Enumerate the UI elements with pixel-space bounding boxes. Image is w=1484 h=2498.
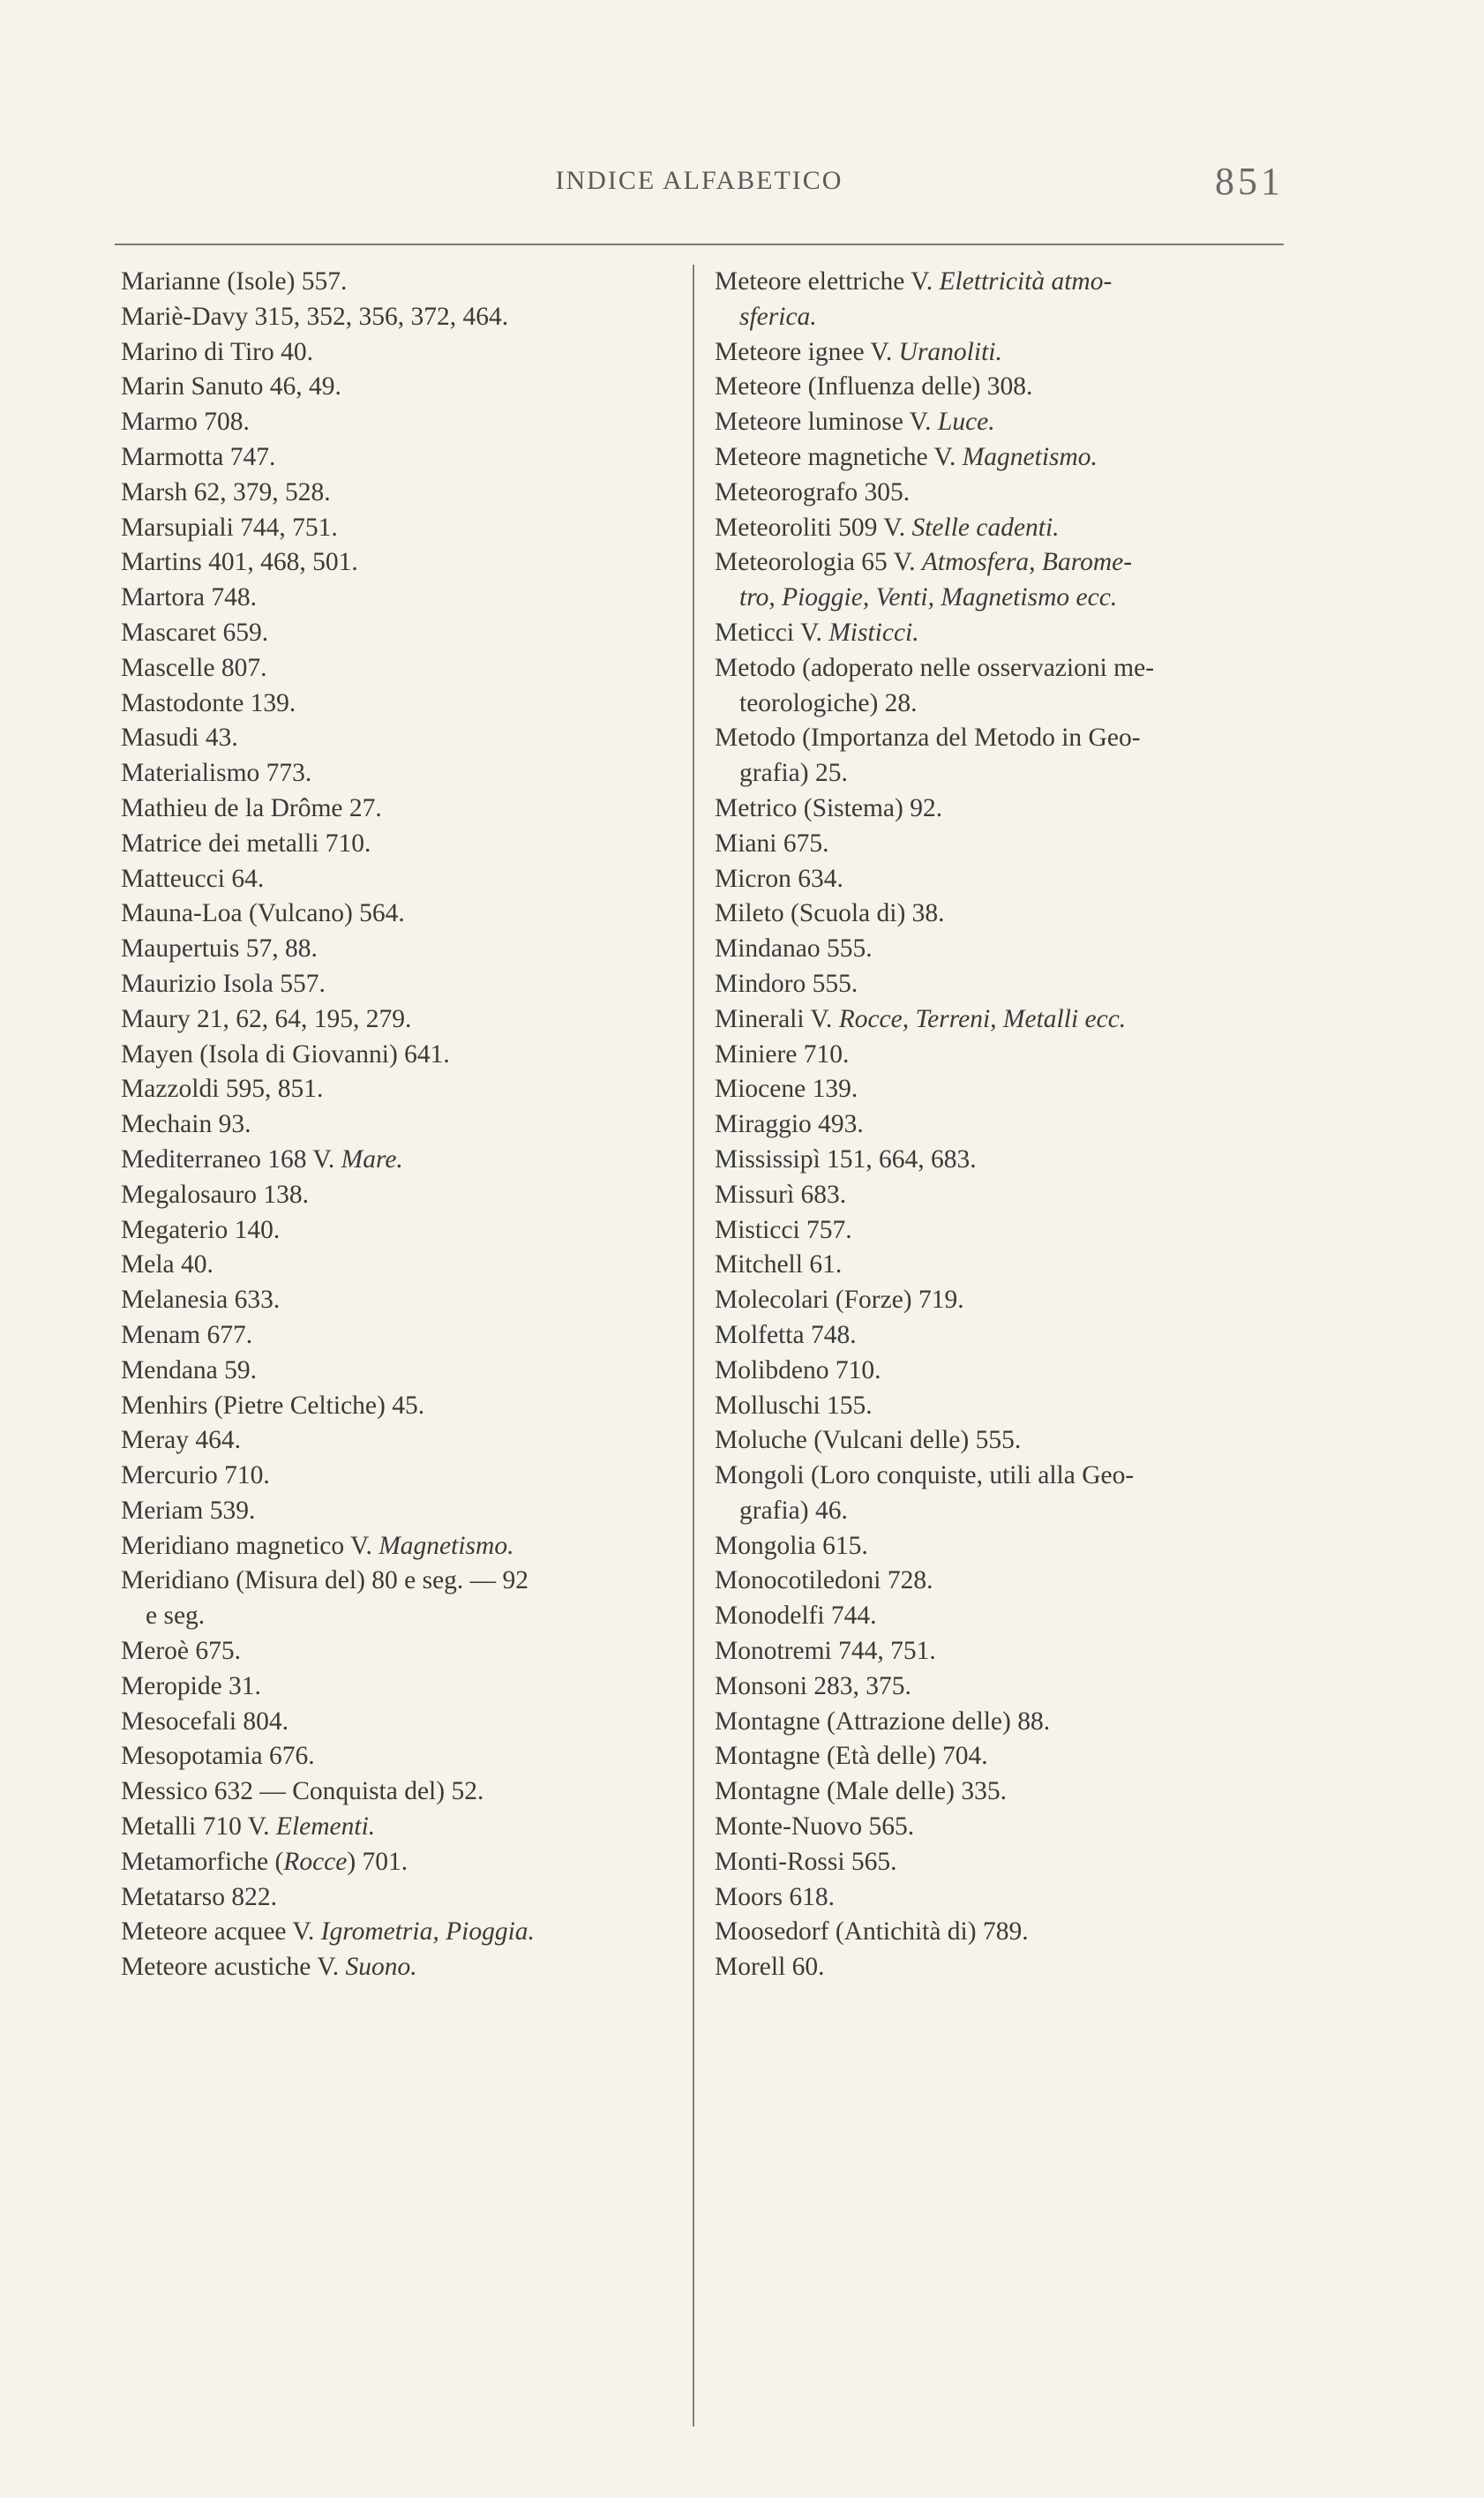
index-entry [715, 967, 1297, 1002]
index-entry [121, 1774, 677, 1810]
entry-reference: Elettricità atmo- [939, 267, 1113, 296]
entry-text: Mauna-Loa (Vulcano) 564. [121, 899, 405, 928]
entry-text: Meteorografo 305. [715, 477, 911, 506]
entry-text: Marmo 708. [121, 408, 250, 437]
entry-text: Meteore ignee V. [715, 337, 899, 366]
index-entry [715, 1739, 1297, 1774]
entry-text: Mongoli (Loro conquiste, utili alla Geo- [715, 1461, 1135, 1490]
index-entry [715, 791, 1297, 827]
index-entry [121, 370, 677, 405]
index-entry [121, 827, 677, 862]
entry-text: Moosedorf (Antichità di) 789. [715, 1917, 1029, 1947]
index-entry [121, 791, 677, 827]
index-entry [715, 896, 1297, 932]
index-entry [121, 1810, 677, 1845]
index-entry [121, 1354, 677, 1389]
index-entry [121, 511, 677, 546]
entry-text: Miniere 710. [715, 1039, 850, 1069]
index-entry [121, 1248, 677, 1283]
index-column-right [715, 265, 1297, 1985]
entry-text: Miocene 139. [715, 1075, 858, 1104]
index-entry [715, 1213, 1297, 1249]
index-entry [715, 1529, 1297, 1564]
entry-continuation: tro, Pioggie, Venti, Magnetismo ecc. [739, 583, 1118, 612]
entry-text: Meticci V. [715, 618, 829, 647]
entry-text: Mechain 93. [121, 1110, 251, 1139]
index-entry [121, 862, 677, 897]
index-entry [715, 1107, 1297, 1143]
index-entry [121, 1072, 677, 1107]
entry-reference: Elementi. [275, 1812, 376, 1842]
entry-text: Meroè 675. [121, 1637, 241, 1666]
index-entry [121, 932, 677, 967]
entry-text: Marsupiali 744, 751. [121, 513, 338, 542]
index-entry [715, 862, 1297, 897]
index-entry [121, 1950, 677, 1985]
header-rule [115, 244, 1284, 245]
index-entry [121, 1705, 677, 1740]
index-entry [715, 1248, 1297, 1283]
entry-reference: Mare. [341, 1144, 403, 1174]
index-entry [715, 827, 1297, 862]
entry-text: Mascaret 659. [121, 618, 269, 647]
entry-text: Meteore (Influenza delle) 308. [715, 372, 1033, 401]
entry-text: Monsoni 283, 375. [715, 1671, 911, 1700]
index-entry [715, 651, 1297, 722]
entry-reference: Misticci. [828, 618, 919, 647]
index-entry [121, 1669, 677, 1705]
entry-text: Meteore acquee V. [121, 1917, 321, 1947]
index-entry [715, 1845, 1297, 1880]
entry-text: Morell 60. [715, 1953, 825, 1982]
entry-text: Martins 401, 468, 501. [121, 548, 358, 577]
index-entry [715, 616, 1297, 651]
entry-text: Meteore magnetiche V. [715, 442, 963, 471]
entry-text: Mazzoldi 595, 851. [121, 1075, 324, 1104]
index-entry [715, 1564, 1297, 1599]
entry-text: Melanesia 633. [121, 1286, 281, 1315]
entry-text: Micron 634. [715, 864, 843, 893]
index-entry [121, 616, 677, 651]
entry-text: Marsh 62, 379, 528. [121, 477, 331, 506]
entry-text: Metrico (Sistema) 92. [715, 793, 943, 822]
entry-text: Monti-Rossi 565. [715, 1847, 897, 1876]
index-entry [715, 1634, 1297, 1669]
index-entry [121, 1494, 677, 1529]
index-entry [121, 1880, 677, 1916]
index-column-left [121, 265, 677, 1985]
index-entry [715, 932, 1297, 967]
entry-text: Metodo (adoperato nelle osservazioni me- [715, 653, 1155, 682]
index-entry [715, 335, 1297, 371]
entry-text: Metatarso 822. [121, 1882, 277, 1911]
index-entry [715, 1705, 1297, 1740]
entry-text: Mindanao 555. [715, 934, 873, 964]
entry-text: Mediterraneo 168 V. [121, 1144, 341, 1174]
entry-text: Meteore luminose V. [715, 408, 938, 437]
index-entry [121, 440, 677, 476]
index-entry [121, 1389, 677, 1424]
entry-continuation: sferica. [739, 302, 817, 331]
index-entry [715, 1915, 1297, 1950]
column-divider [693, 265, 694, 2427]
entry-text: Mesocefali 804. [121, 1707, 289, 1736]
entry-text: Molecolari (Forze) 719. [715, 1286, 964, 1315]
entry-text: Maupertuis 57, 88. [121, 934, 318, 964]
entry-text: Marin Sanuto 46, 49. [121, 372, 341, 401]
entry-text: Meridiano (Misura del) 80 e seg. — 92 [121, 1566, 529, 1595]
entry-text: Meteorologia 65 V. [715, 548, 922, 577]
entry-text: Materialismo 773. [121, 759, 312, 788]
index-entry [715, 1950, 1297, 1985]
entry-text: Mariè-Davy 315, 352, 356, 372, 464. [121, 302, 509, 331]
entry-reference: Stelle cadenti. [911, 513, 1060, 542]
index-entry [121, 756, 677, 791]
entry-text: Mastodonte 139. [121, 688, 296, 717]
index-entry [121, 1845, 677, 1880]
entry-text: Molibdeno 710. [715, 1355, 881, 1384]
entry-text: Maury 21, 62, 64, 195, 279. [121, 1004, 412, 1033]
entry-text: Molluschi 155. [715, 1391, 873, 1420]
index-entry [121, 1459, 677, 1494]
index-entry [121, 1739, 677, 1774]
index-entry [121, 651, 677, 686]
entry-text: Monocotiledoni 728. [715, 1566, 933, 1595]
entry-reference: Magnetismo. [962, 442, 1098, 471]
index-entry [715, 1389, 1297, 1424]
entry-reference: Rocce [283, 1847, 348, 1876]
entry-text: Mitchell 61. [715, 1250, 843, 1279]
index-entry [121, 1178, 677, 1213]
entry-text: Matteucci 64. [121, 864, 265, 893]
index-entry [715, 721, 1297, 791]
index-entry [715, 1423, 1297, 1459]
entry-text: Martora 748. [121, 583, 258, 612]
entry-reference: Rocce, Terreni, Metalli ecc. [838, 1004, 1127, 1033]
entry-text: Megalosauro 138. [121, 1180, 310, 1209]
index-entry [121, 896, 677, 932]
index-entry [715, 1459, 1297, 1529]
entry-text: Meridiano magnetico V. [121, 1531, 379, 1560]
index-entry [121, 476, 677, 511]
index-entry [121, 721, 677, 756]
entry-text: Menhirs (Pietre Celtiche) 45. [121, 1391, 425, 1420]
index-entry [121, 335, 677, 371]
entry-reference: Magnetismo. [378, 1531, 514, 1560]
entry-text: Montagne (Male delle) 335. [715, 1777, 1007, 1806]
index-entry [121, 265, 677, 300]
index-entry [715, 545, 1297, 616]
index-entry [715, 1354, 1297, 1389]
entry-text: Meropide 31. [121, 1671, 261, 1700]
entry-text: Monotremi 744, 751. [715, 1637, 936, 1666]
entry-text: Misticci 757. [715, 1215, 852, 1244]
entry-text: Moluche (Vulcani delle) 555. [715, 1426, 1022, 1455]
index-entry [715, 1072, 1297, 1107]
entry-text: Mesopotamia 676. [121, 1742, 315, 1771]
index-entry [715, 511, 1297, 546]
entry-text: Meteoroliti 509 V. [715, 513, 912, 542]
entry-text: Mayen (Isola di Giovanni) 641. [121, 1039, 450, 1069]
entry-text: Maurizio Isola 557. [121, 969, 326, 998]
entry-text: Metamorfiche ( [121, 1847, 284, 1876]
entry-reference: Suono. [345, 1953, 417, 1982]
index-entry [715, 476, 1297, 511]
entry-text: Marmotta 747. [121, 442, 276, 471]
index-entry [715, 1178, 1297, 1213]
entry-text: Marino di Tiro 40. [121, 337, 314, 366]
entry-text: Meteore acustiche V. [121, 1953, 346, 1982]
entry-reference: Uranoliti. [898, 337, 1002, 366]
entry-text: Mongolia 615. [715, 1531, 868, 1560]
index-entry [121, 1529, 677, 1564]
entry-text: Montagne (Età delle) 704. [715, 1742, 988, 1771]
entry-text: Marianne (Isole) 557. [121, 267, 348, 296]
index-entry [715, 1318, 1297, 1354]
entry-text: Meriam 539. [121, 1496, 256, 1525]
index-entry [121, 1107, 677, 1143]
entry-text: Miraggio 493. [715, 1110, 864, 1139]
entry-continuation: grafia) 25. [739, 759, 848, 788]
entry-text: Minerali V. [715, 1004, 839, 1033]
entry-text: Monodelfi 744. [715, 1602, 877, 1631]
entry-continuation: e seg. [146, 1602, 206, 1631]
index-entry [121, 581, 677, 616]
index-entry [715, 1002, 1297, 1038]
entry-text: Missurì 683. [715, 1180, 847, 1209]
index-entry [121, 1038, 677, 1073]
index-entry [121, 1564, 677, 1634]
entry-text: Mindoro 555. [715, 969, 858, 998]
index-entry [715, 1038, 1297, 1073]
entry-text: Miani 675. [715, 829, 829, 858]
entry-text: Mississipì 151, 664, 683. [715, 1144, 977, 1174]
index-entry [121, 1423, 677, 1459]
entry-continuation: teorologiche) 28. [739, 688, 918, 717]
index-entry [121, 1143, 677, 1178]
running-title: INDICE ALFABETICO [555, 166, 843, 195]
entry-text: Mathieu de la Drôme 27. [121, 793, 382, 822]
index-entry [715, 405, 1297, 440]
index-entry [121, 300, 677, 335]
index-entry [121, 1318, 677, 1354]
index-entry [121, 1915, 677, 1950]
entry-text: Messico 632 — Conquista del) 52. [121, 1777, 484, 1806]
entry-text: Metalli 710 V. [121, 1812, 276, 1842]
entry-text: Monte-Nuovo 565. [715, 1812, 915, 1842]
index-entry [715, 1599, 1297, 1634]
entry-reference: Atmosfera, Barome- [921, 548, 1133, 577]
page-header [115, 159, 1284, 208]
entry-reference: Luce. [937, 408, 995, 437]
entry-text: Megaterio 140. [121, 1215, 281, 1244]
entry-text: Meteore elettriche V. [715, 267, 940, 296]
index-entry [715, 265, 1297, 335]
entry-text: Matrice dei metalli 710. [121, 829, 371, 858]
entry-text: Meray 464. [121, 1426, 241, 1455]
index-entry [715, 1669, 1297, 1705]
index-entry [121, 1213, 677, 1249]
index-entry [121, 405, 677, 440]
index-entry [121, 1634, 677, 1669]
entry-reference: Igrometria, Pioggia. [320, 1917, 535, 1947]
index-entry [715, 1810, 1297, 1845]
entry-text: Mascelle 807. [121, 653, 267, 682]
entry-text: Moors 618. [715, 1882, 836, 1911]
index-entry [121, 967, 677, 1002]
index-entry [121, 686, 677, 722]
index-entry [121, 1002, 677, 1038]
index-entry [715, 1774, 1297, 1810]
entry-text: Molfetta 748. [715, 1320, 857, 1349]
entry-text: Metodo (Importanza del Metodo in Geo- [715, 724, 1141, 753]
index-entry [715, 1143, 1297, 1178]
entry-continuation: grafia) 46. [739, 1496, 848, 1525]
index-entry [121, 545, 677, 581]
index-entry [715, 370, 1297, 405]
entry-text: Mela 40. [121, 1250, 214, 1279]
entry-text: Masudi 43. [121, 724, 238, 753]
page-number: 851 [1215, 160, 1284, 203]
entry-text: Menam 677. [121, 1320, 253, 1349]
index-entry [121, 1283, 677, 1318]
entry-text: Mercurio 710. [121, 1461, 270, 1490]
entry-text: Mendana 59. [121, 1355, 258, 1384]
index-entry [715, 1880, 1297, 1916]
entry-text: Montagne (Attrazione delle) 88. [715, 1707, 1051, 1736]
entry-text: Mileto (Scuola di) 38. [715, 899, 945, 928]
index-entry [715, 440, 1297, 476]
entry-text-after: ) 701. [347, 1847, 408, 1876]
index-entry [715, 1283, 1297, 1318]
